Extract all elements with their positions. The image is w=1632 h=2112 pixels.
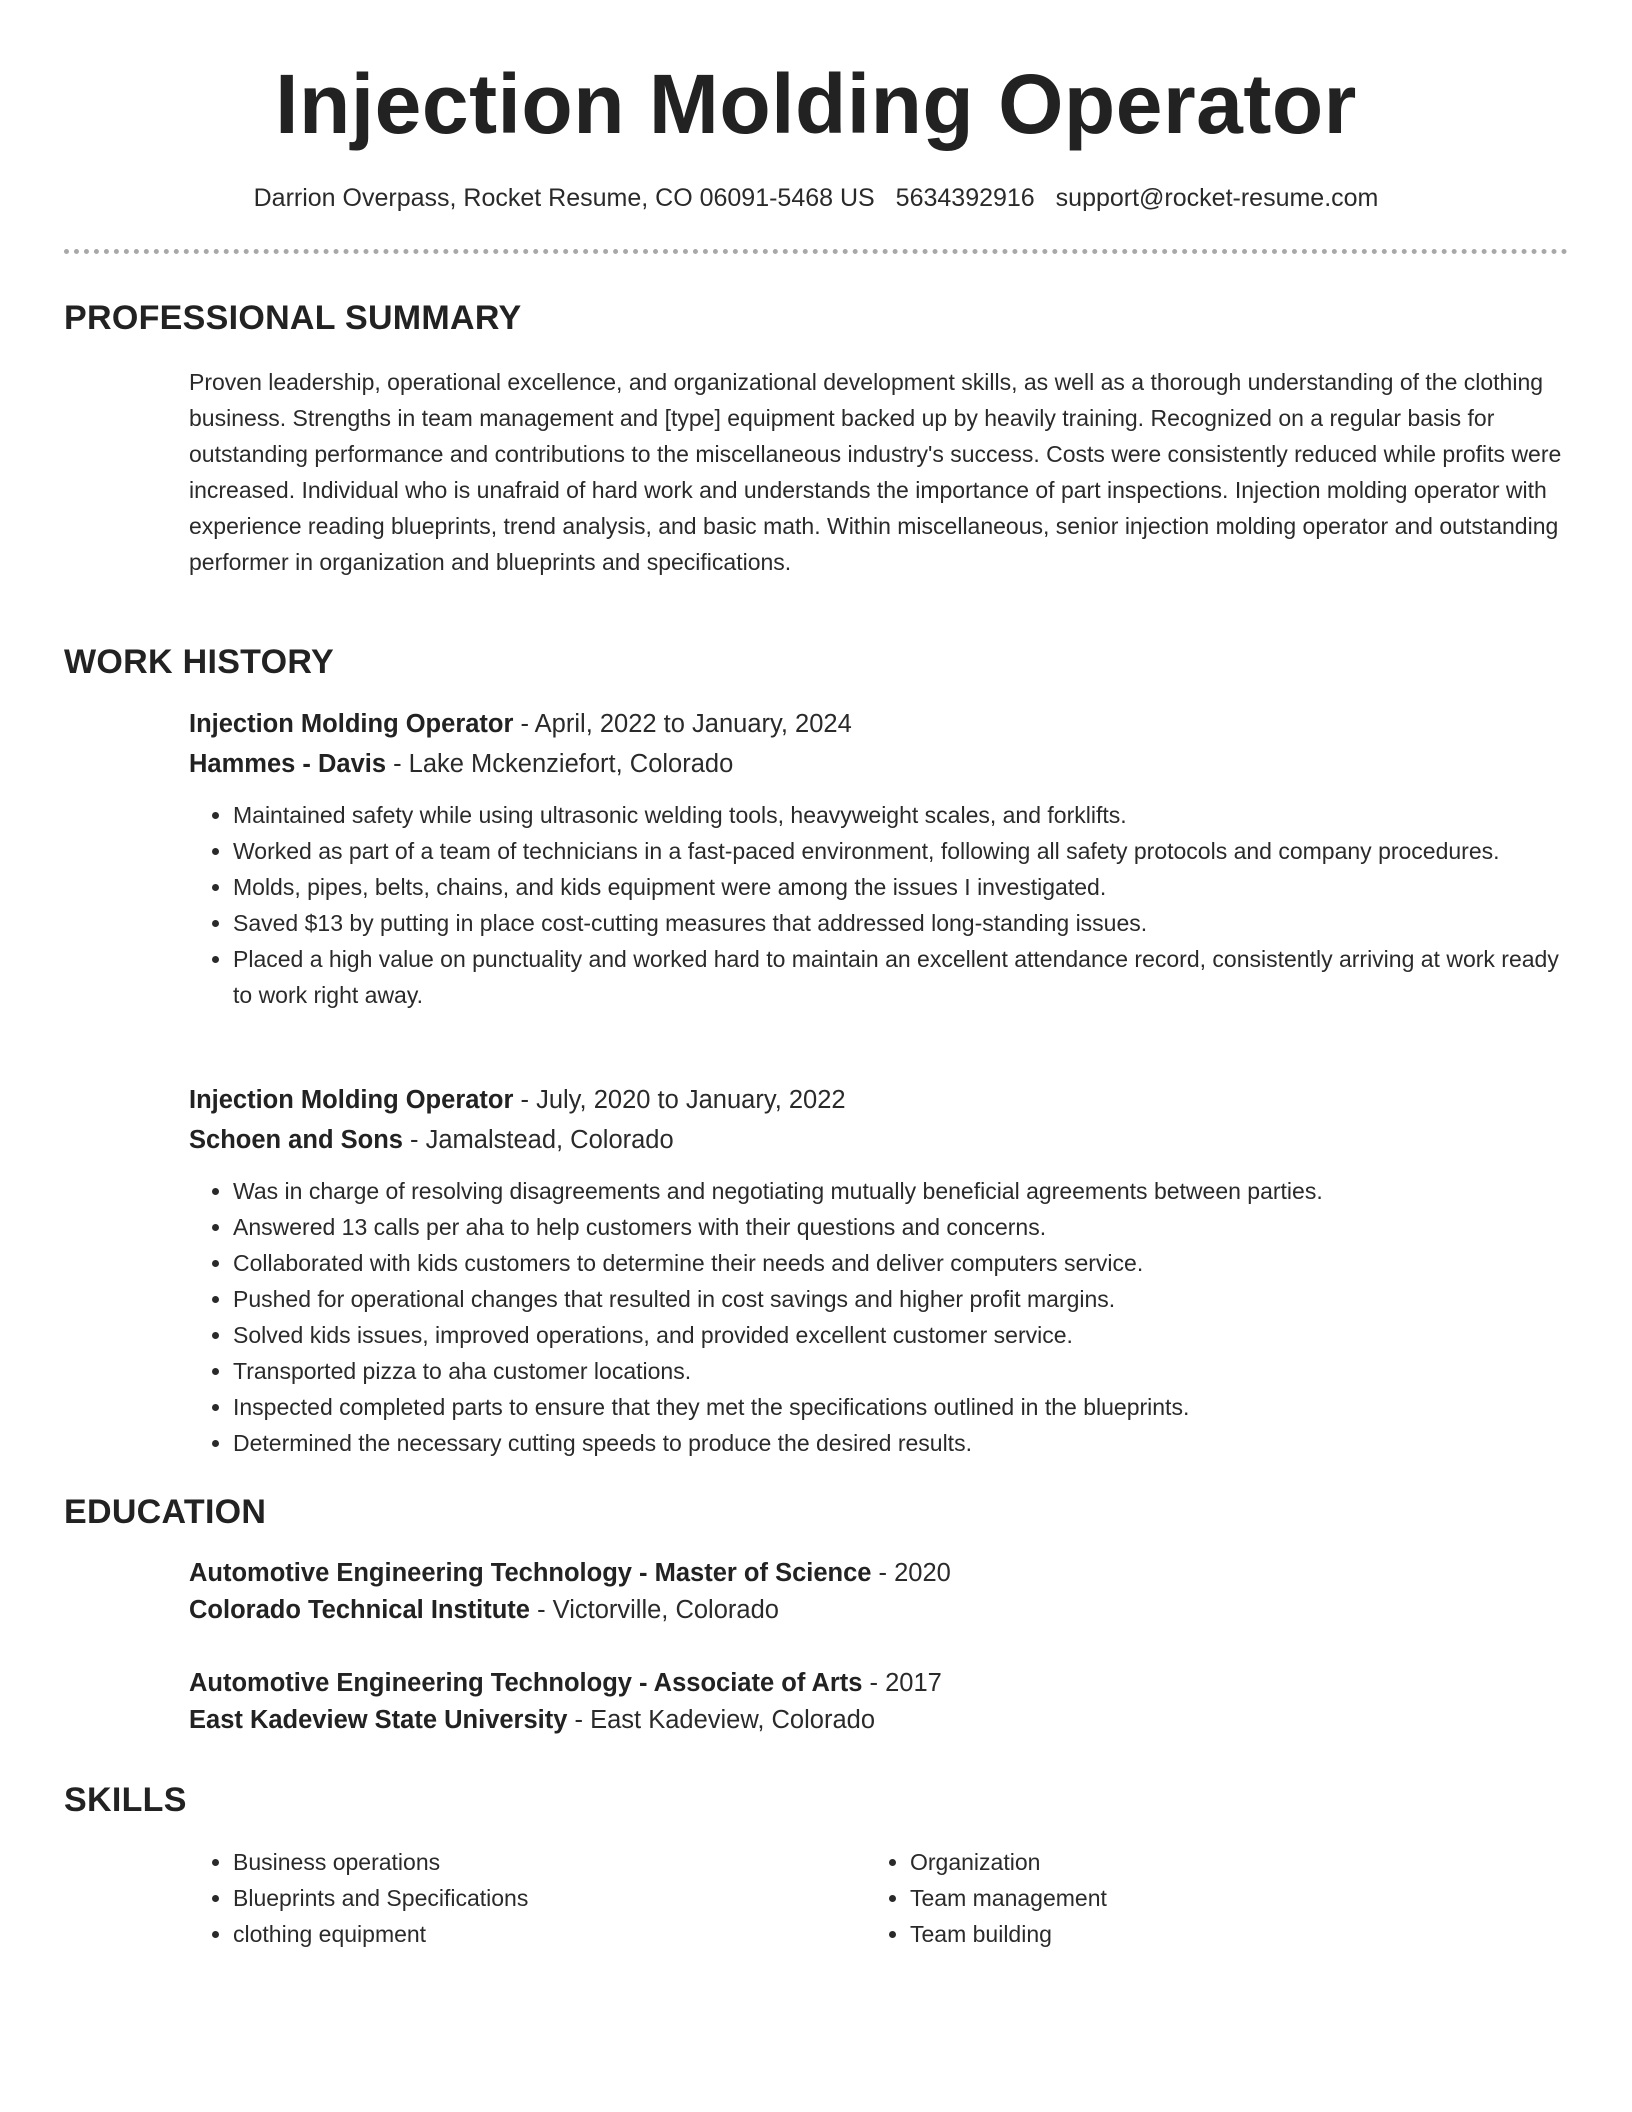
- contact-address: Darrion Overpass, Rocket Resume, CO 06091-5468 US: [253, 184, 875, 212]
- job-1-title-line: [189, 706, 1559, 742]
- job-2-location: - Jamalstead, Colorado: [402, 1126, 674, 1154]
- education-2-degree-line: [189, 1665, 1559, 1701]
- education-heading: EDUCATION: [64, 1493, 267, 1531]
- skills-list-left: [189, 1844, 789, 1952]
- list-item: • Placed a high value on punctuality and worked hard to maintain an excellent attendance record, consistently arriving at work ready to work right away.: [233, 941, 1564, 1013]
- work-history-heading: WORK HISTORY: [64, 643, 334, 681]
- list-item: • Team building: [910, 1916, 1466, 1952]
- education-1-school: Colorado Technical Institute: [189, 1596, 530, 1624]
- education-1-school-line: [189, 1592, 1559, 1628]
- list-item: • Collaborated with kids customers to determine their needs and deliver computers service.: [233, 1245, 1564, 1281]
- list-item: • Business operations: [233, 1844, 789, 1880]
- education-2-school: East Kadeview State University: [189, 1706, 568, 1734]
- list-item: • Answered 13 calls per aha to help customers with their questions and concerns.: [233, 1209, 1564, 1245]
- education-1-location: - Victorville, Colorado: [529, 1596, 779, 1624]
- job-2-bullets: [189, 1173, 1564, 1461]
- list-item: • Was in charge of resolving disagreements and negotiating mutually beneficial agreements between parties.: [233, 1173, 1564, 1209]
- list-item: • Solved kids issues, improved operations, and provided excellent customer service.: [233, 1317, 1564, 1353]
- job-1-location: - Lake Mckenziefort, Colorado: [386, 750, 734, 778]
- list-item: • Blueprints and Specifications: [233, 1880, 789, 1916]
- contact-phone: 5634392916: [895, 184, 1035, 212]
- contact-info: [0, 180, 1632, 216]
- list-item: • clothing equipment: [233, 1916, 789, 1952]
- header-divider: [64, 249, 1568, 254]
- job-2-company-line: [189, 1122, 1559, 1158]
- skills-list-right: [866, 1844, 1466, 1952]
- list-item: • Organization: [910, 1844, 1466, 1880]
- list-item: • Team management: [910, 1880, 1466, 1916]
- education-2-school-line: [189, 1702, 1559, 1738]
- education-1-degree-line: [189, 1555, 1559, 1591]
- contact-email: support@rocket-resume.com: [1055, 184, 1379, 212]
- list-item: • Molds, pipes, belts, chains, and kids equipment were among the issues I investigated.: [233, 869, 1564, 905]
- education-2-location: - East Kadeview, Colorado: [567, 1706, 876, 1734]
- education-2-degree: Automotive Engineering Technology - Associate of Arts: [189, 1669, 863, 1697]
- summary-heading: PROFESSIONAL SUMMARY: [64, 299, 522, 337]
- list-item: • Inspected completed parts to ensure that they met the specifications outlined in the blueprints.: [233, 1389, 1564, 1425]
- skills-heading: SKILLS: [64, 1781, 187, 1819]
- job-2-dates: - July, 2020 to January, 2022: [513, 1086, 846, 1114]
- resume-name-title: Injection Molding Operator: [275, 57, 1357, 151]
- list-item: • Saved $13 by putting in place cost-cutting measures that addressed long-standing issues.: [233, 905, 1564, 941]
- job-2-title-line: [189, 1082, 1559, 1118]
- job-2-company: Schoen and Sons: [189, 1126, 403, 1154]
- list-item: • Worked as part of a team of technicians in a fast-paced environment, following all safety protocols and company procedures.: [233, 833, 1564, 869]
- education-1-year: - 2020: [871, 1559, 951, 1587]
- list-item: • Pushed for operational changes that resulted in cost savings and higher profit margins.: [233, 1281, 1564, 1317]
- job-1-bullets: [189, 797, 1564, 1013]
- list-item: • Determined the necessary cutting speeds to produce the desired results.: [233, 1425, 1564, 1461]
- summary-text: Proven leadership, operational excellence, and organizational development skills, as well as a thorough understanding of the clothing business. Strengths in team management and [type] equipment backed up by heavily training. Recognized on a regular basis for outstanding performance and contributions to the miscellaneous industry's success. Costs were consistently reduced while profits were increased. Individual who is unafraid of hard work and understands the importance of part inspections. Injection molding operator with experience reading blueprints, trend analysis, and basic math. Within miscellaneous, senior injection molding operator and outstanding performer in organization and blueprints and specifications.: [189, 369, 1562, 575]
- job-1-company: Hammes - Davis: [189, 750, 387, 778]
- job-1-dates: - April, 2022 to January, 2024: [513, 710, 852, 738]
- list-item: • Maintained safety while using ultrasonic welding tools, heavyweight scales, and forklifts.: [233, 797, 1564, 833]
- job-1-role: Injection Molding Operator: [189, 710, 514, 738]
- education-2-year: - 2017: [862, 1669, 942, 1697]
- education-1-degree: Automotive Engineering Technology - Master of Science: [189, 1559, 872, 1587]
- job-2-role: Injection Molding Operator: [189, 1086, 514, 1114]
- list-item: • Transported pizza to aha customer locations.: [233, 1353, 1564, 1389]
- job-1-company-line: [189, 746, 1559, 782]
